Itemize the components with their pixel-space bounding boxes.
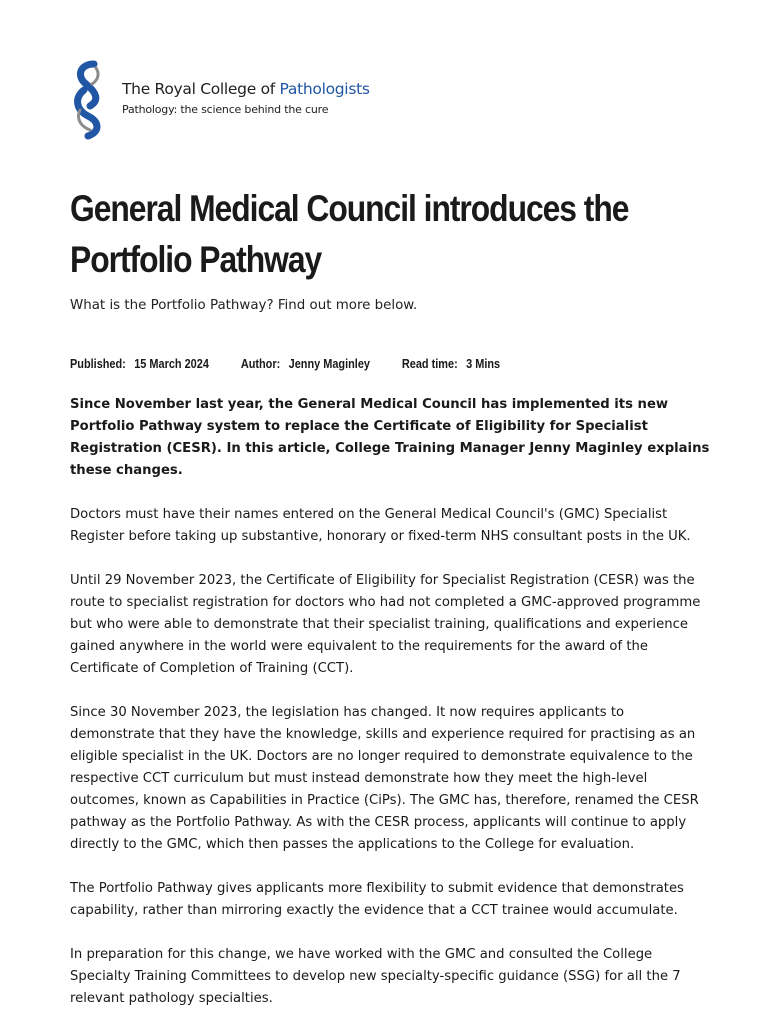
article-paragraph: Until 29 November 2023, the Certificate of Eligibility for Specialist Registration (CESR) was the route to specialist registration for doctors who had not completed a GMC-approved programme but who were able to demonstrate that their specialist training, qualifications and experience gained anywhere in the world were equivalent to the requirements for the award of the Certificate of Completion of Training (CCT).	[70, 573, 701, 676]
article-paragraph: The Portfolio Pathway gives applicants more flexibility to submit evidence that demonstrates capability, rather than mirroring exactly the evidence that a CCT trainee would accumulate.	[70, 881, 684, 918]
article-paragraph: Doctors must have their names entered on the General Medical Council's (GMC) Specialist Register before taking up substantive, honorary or fixed-term NHS consultant posts in the UK.	[70, 507, 691, 544]
article-paragraph: In preparation for this change, we have worked with the GMC and consulted the College Specialty Training Committees to develop new specialty-specific guidance (SSG) for all the 7 relevant pathology specialties.	[70, 947, 681, 1006]
article-paragraph: Since 30 November 2023, the legislation has changed. It now requires applicants to demonstrate that they have the knowledge, skills and experience required for practising as an eligible specialist in the UK. Doctors are no longer required to demonstrate equivalence to the respective CCT curriculum but must instead demonstrate how they meet the high-level outcomes, known as Capabilities in Practice (CiPs). The GMC has, therefore, renamed the CESR pathway as the Portfolio Pathway. As with the CESR process, applicants will continue to apply directly to the GMC, which then passes the applications to the College for evaluation.	[70, 705, 699, 852]
published-date: 15 March 2024	[134, 356, 209, 371]
article-body	[70, 394, 710, 1032]
author-name: Jenny Maginley	[288, 356, 370, 371]
college-name-accent: Pathologists	[279, 80, 370, 98]
article-meta	[70, 356, 500, 371]
article-subtitle: What is the Portfolio Pathway? Find out more below.	[70, 298, 418, 313]
college-logo[interactable]	[70, 60, 390, 140]
author-label: Author:	[240, 356, 281, 371]
college-crest-icon	[70, 60, 110, 140]
published-label: Published:	[70, 356, 126, 371]
college-name-prefix: The Royal College of	[122, 80, 280, 98]
college-tagline: Pathology: the science behind the cure	[122, 103, 329, 116]
article-lead: Since November last year, the General Medical Council has implemented its new Portfolio Pathway system to replace the Certificate of Eligibility for Specialist Registration (CESR). In this article, College Training Manager Jenny Maginley explains these changes.	[70, 397, 710, 478]
read-time-value: 3 Mins	[466, 356, 501, 371]
article-title: General Medical Council introduces the Portfolio Pathway	[70, 188, 629, 280]
read-time-label: Read time:	[401, 356, 458, 371]
college-name	[122, 80, 370, 98]
